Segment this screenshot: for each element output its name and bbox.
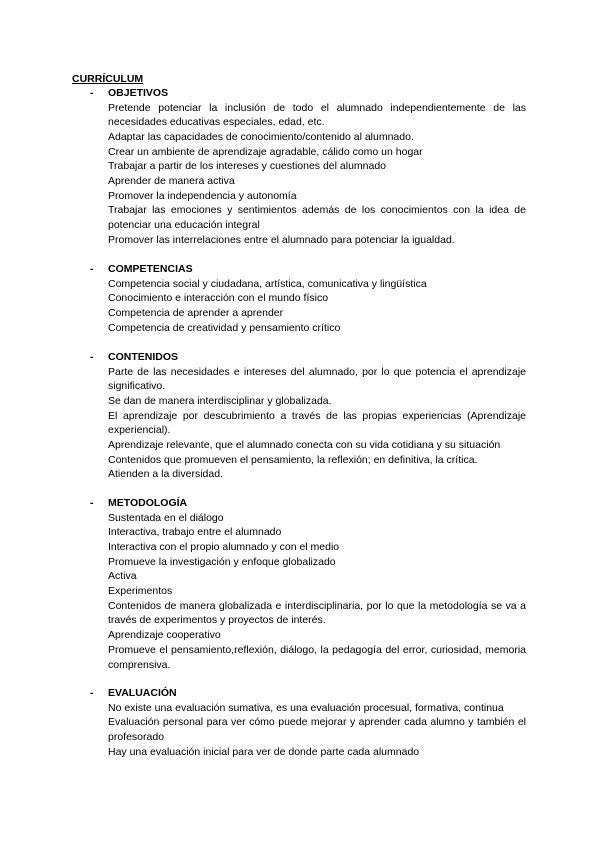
document-title: CURRÍCULUM (72, 73, 144, 85)
list-item: Interactiva con el propio alumnado y con el medio (108, 540, 340, 553)
list-item: Se dan de manera interdisciplinar y globalizada. (108, 394, 332, 407)
section-heading: COMPETENCIAS (108, 263, 193, 275)
section-bullet: - (90, 351, 94, 363)
list-item: Promueve el pensamiento,reflexión, diálogo, la pedagogía del error, curiosidad, memoria comprensiva. (108, 643, 526, 671)
list-item: Crear un ambiente de aprendizaje agradable, cálido como un hogar (108, 145, 423, 158)
list-item: Sustentada en el diálogo (108, 511, 224, 524)
list-item: Conocimiento e interacción con el mundo físico (108, 292, 329, 305)
list-item: Trabajar las emociones y sentimientos además de los conocimientos con la idea de potenciar una educación integral (108, 204, 526, 232)
list-item: Competencia de aprender a aprender (108, 306, 284, 319)
list-item: Contenidos de manera globalizada e interdisciplinaria, por lo que la metodología se va a través de experimentos y proyectos de interés. (108, 599, 526, 627)
list-item: Pretende potenciar la inclusión de todo el alumnado independientemente de las necesidades educativas especiales, edad, etc. (108, 101, 526, 129)
section-item-list (108, 511, 526, 673)
list-item: No existe una evaluación sumativa, es una evaluación procesual, formativa, continua (108, 701, 504, 714)
list-item: Contenidos que promueven el pensamiento, la reflexión; en definitiva, la crítica. (108, 453, 478, 466)
section-bullet: - (90, 263, 94, 275)
section-heading: EVALUACIÓN (108, 687, 177, 699)
section-bullet: - (90, 497, 94, 509)
list-item: Promover la independencia y autonomía (108, 189, 297, 202)
list-item: Interactiva, trabajo entre el alumnado (108, 526, 282, 539)
section-heading: METODOLOGÍA (108, 497, 188, 509)
list-item: Parte de las necesidades e intereses del alumnado, por lo que potencia el aprendizaje significativo. (108, 365, 526, 393)
list-item: Trabajar a partir de los intereses y cuestiones del alumnado (108, 160, 387, 173)
list-item: Aprendizaje cooperativo (108, 629, 221, 642)
section-item-list (108, 101, 526, 248)
list-item: Experimentos (108, 585, 173, 598)
section-heading: OBJETIVOS (108, 87, 169, 99)
list-item: Activa (108, 570, 137, 583)
list-item: Promover las interrelaciones entre el alumnado para potenciar la igualdad. (108, 233, 455, 246)
section-bullet: - (90, 687, 94, 699)
list-item: Competencia de creatividad y pensamiento crítico (108, 321, 341, 334)
list-item: Atienden a la diversidad. (108, 468, 223, 481)
section-item-list (108, 277, 526, 336)
list-item: Aprendizaje relevante, que el alumnado conecta con su vida cotidiana y su situación (108, 439, 501, 452)
list-item: Evaluación personal para ver cómo puede mejorar y aprender cada alumno y también el profesorado (108, 716, 526, 743)
section-heading: CONTENIDOS (108, 351, 179, 363)
list-item: Competencia social y ciudadana, artística, comunicativa y lingüística (108, 277, 427, 290)
section-bullet: - (90, 87, 94, 99)
list-item: Adaptar las capacidades de conocimiento/contenido al alumnado. (108, 130, 414, 143)
list-item: Promueve la investigación y enfoque globalizado (108, 555, 336, 568)
section-item-list (108, 365, 526, 483)
section-item-list (108, 701, 526, 760)
list-item: Hay una evaluación inicial para ver de donde parte cada alumnado (108, 745, 420, 758)
list-item: El aprendizaje por descubrimiento a través de las propias experiencias (Aprendizaje experiencial). (108, 409, 526, 437)
list-item: Aprender de manera activa (108, 175, 235, 188)
